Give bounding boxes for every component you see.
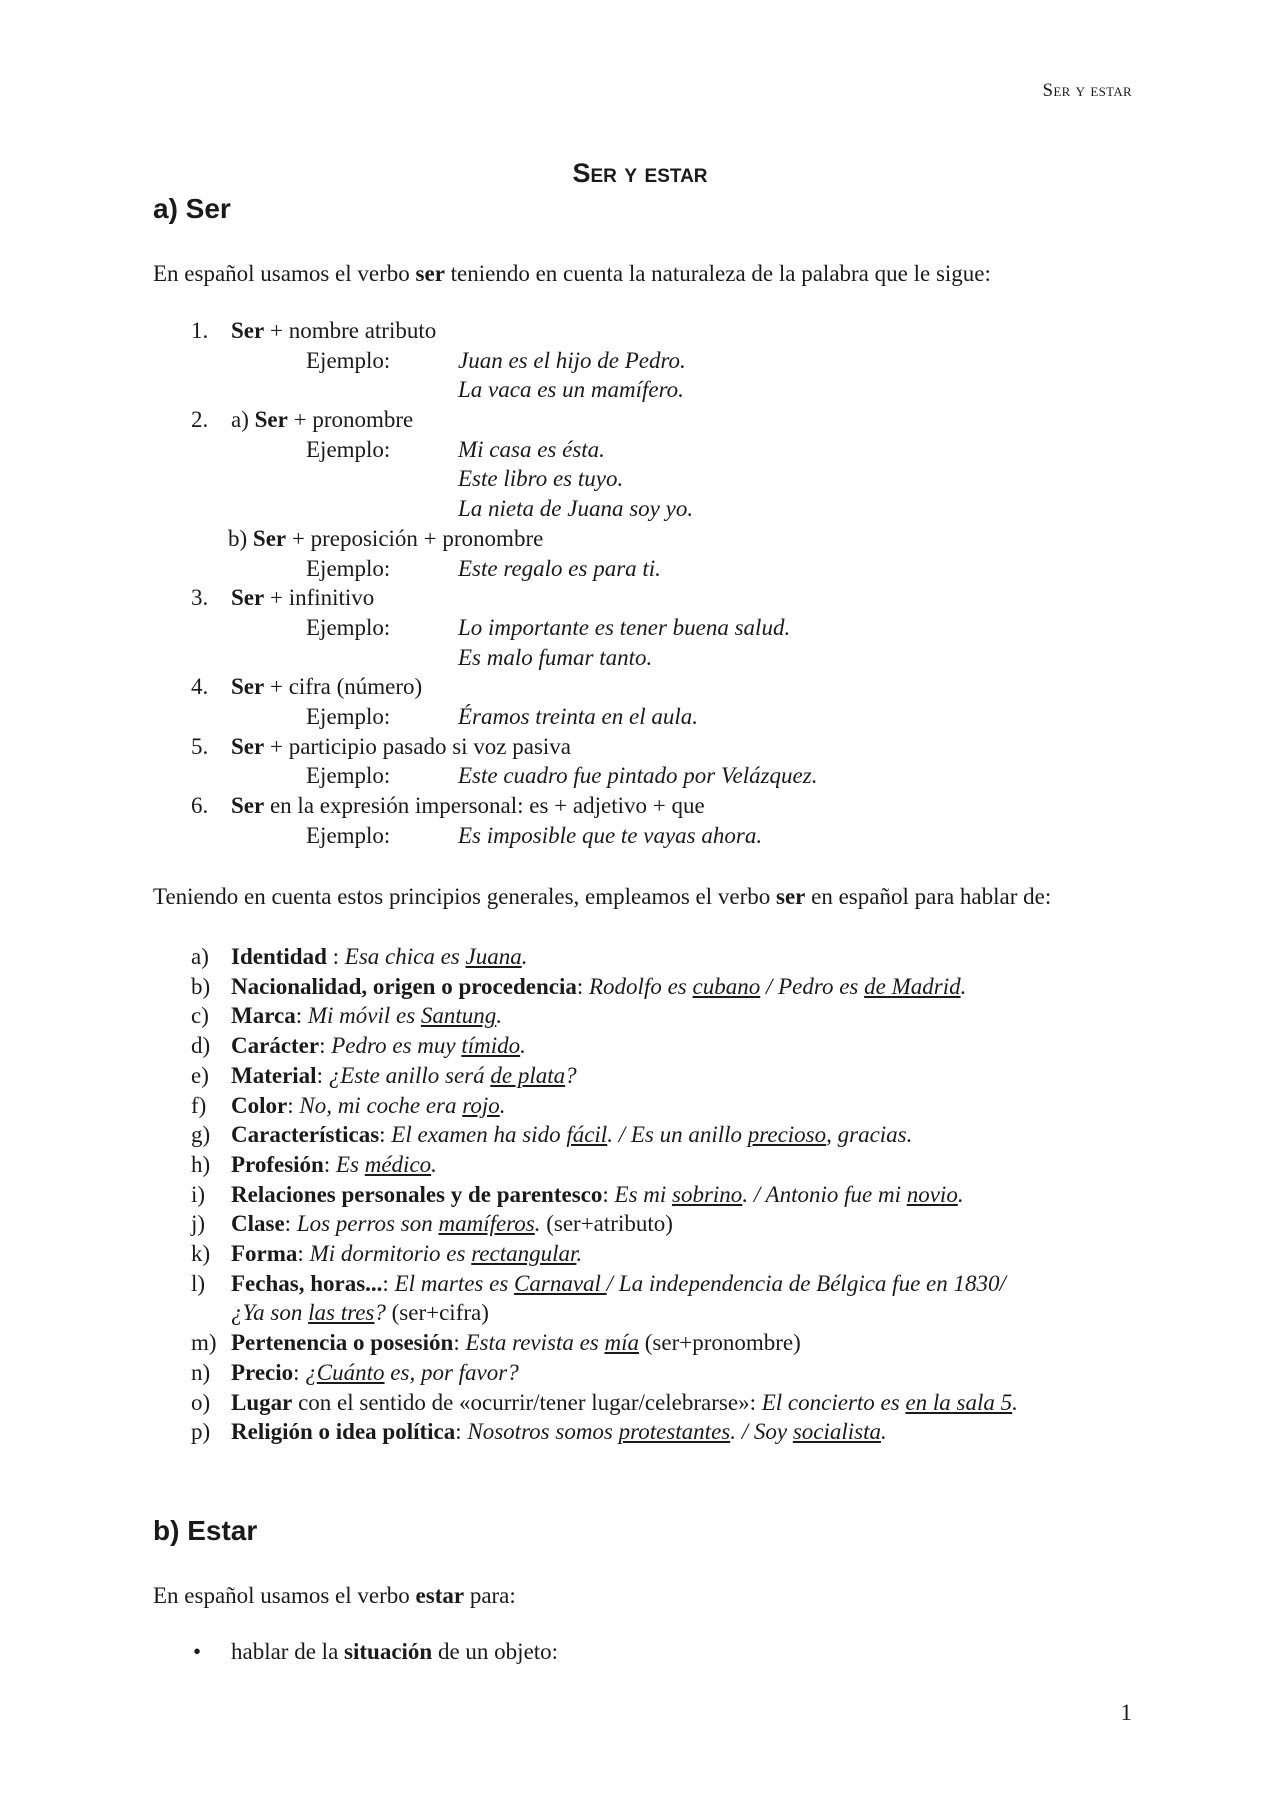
ser-rules-list — [153, 316, 1153, 850]
rule-example: Ejemplo: Es imposible que te vayas ahora. — [306, 822, 763, 848]
rule-example: Es malo fumar tanto. — [458, 644, 653, 670]
list-item: k) Forma: Mi dormitorio es rectangular. — [191, 1241, 583, 1267]
rule-example: Ejemplo: Juan es el hijo de Pedro. — [306, 347, 686, 373]
rule-item: 3. Ser + infinitivo — [191, 585, 375, 611]
section-heading-ser: a) Ser — [153, 193, 231, 224]
rule-item: 5. Ser + participio pasado si voz pasiva — [191, 733, 572, 759]
bullet-icon: • — [193, 1639, 202, 1664]
list-item: h) Profesión: Es médico. — [191, 1151, 437, 1177]
list-item: e) Material: ¿Este anillo será de plata? — [191, 1062, 577, 1088]
list-item: p) Religión o idea política: Nosotros somos protestantes. / Soy socialista. — [191, 1419, 887, 1445]
ser-intro: En español usamos el verbo ser teniendo en cuenta la naturaleza de la palabra que le sigue: — [153, 261, 991, 286]
list-item: f) Color: No, mi coche era rojo. — [191, 1092, 506, 1118]
list-item: c) Marca: Mi móvil es Santung. — [191, 1003, 503, 1029]
page-title: Ser y estar — [572, 158, 708, 188]
list-item: j) Clase: Los perros son mamíferos. (ser+atributo) — [191, 1211, 673, 1237]
rule-item: 4. Ser + cifra (número) — [191, 674, 423, 700]
list-item: o) Lugar con el sentido de «ocurrir/tener lugar/celebrarse»: El concierto es en la sala 5. — [191, 1389, 1018, 1415]
rule-item: 2. a) Ser + pronombre — [191, 407, 414, 433]
rule-example: Ejemplo: Mi casa es ésta. — [306, 436, 605, 462]
rule-item: b) Ser + preposición + pronombre — [228, 525, 544, 551]
list-item: n) Precio: ¿Cuánto es, por favor? — [191, 1359, 519, 1385]
rule-example: Ejemplo: Este regalo es para ti. — [306, 555, 661, 581]
rule-example: La nieta de Juana soy yo. — [458, 496, 694, 522]
rule-example: Ejemplo: Lo importante es tener buena salud. — [306, 614, 791, 640]
list-item: i) Relaciones personales y de parentesco: Es mi sobrino. / Antonio fue mi novio. — [191, 1181, 964, 1207]
rule-item: 6. Ser en la expresión impersonal: es + adjetivo + que — [191, 793, 705, 818]
rule-example: Ejemplo: Este cuadro fue pintado por Velázquez. — [306, 763, 818, 789]
list-item: l) Fechas, horas...: El martes es Carnaval / La independencia de Bélgica fue en 1830/ ¿Ya son las tres? (ser+cifra) — [191, 1270, 1006, 1326]
ser-summary: Teniendo en cuenta estos principios generales, empleamos el verbo ser en español para hablar de: — [153, 884, 1052, 909]
document-page: Ser y estar Ser y estar a) Ser En español usamos el verbo ser teniendo en cuenta la naturaleza de la palabra que le sigue: 1. Ser + nombre atributo Ejemplo: Juan es el hijo de Pedro. La vaca es un mamífero. 2. a) Ser + pronombre Ejemplo: Mi casa es ésta. Este libro es tuyo. La nieta de Juana soy yo. b) Ser + preposición + pronombre Ejemplo: Este regalo es para ti. 3. Ser + infinitivo Ejemplo: Lo importante es tener buena salud. Es malo fumar tanto. 4. Ser + cifra (número) Ejemplo: Éramos treinta en el aula. 5. Ser + participio pasado si voz pasiva Ejemplo: Este cuadro fue pintado por Velázquez. 6. Ser en la expresión impersonal: es + adjetivo + que Ejemplo: Es imposible que te vayas ahora. Teniendo en cuenta estos principios generales, empleamos el verbo ser en español para hablar de: a) Identidad : Esa chica es Juana. b) Nacionalidad, origen o procedencia: Rodolfo es cubano / Pedro es de Madrid. c) Marca: Mi móvil es Santung. d) Carácter: Pedro es muy tímido. e) Material: ¿Este anillo será de plata? f) Color: No, mi coche era rojo. g) Características: El examen ha sido fácil. / Es un anillo precioso, gracias. h) Profesión: Es médico. i) Relaciones personales y de parentesco: Es mi sobrino. / Antonio fue mi novio. j) Clase: Los perros son mamíferos. (ser+atributo) k) Forma: Mi dormitorio es rectangular. l) Fechas, horas...: El martes es Carnaval / La independencia de Bélgica fue en 1830/ ¿Ya son las tres? (ser+cifra) m) Pertenencia o posesión: Esta revista es mía (ser+pronombre) n) Precio: ¿Cuánto es, por favor? o) Lugar con el sentido de «ocurrir/tener lugar/celebrarse»: El concierto es en la sala 5. p) Religión o idea política: Nosotros somos protestantes. / Soy socialista. b) Estar En español usamos el verbo estar para: • hablar de la situación de un objeto: 1 — [0, 0, 1280, 1811]
rule-example: La vaca es un mamífero. — [458, 377, 684, 403]
rule-item: 1. Ser + nombre atributo — [191, 318, 437, 343]
ser-uses-list — [153, 942, 1153, 1447]
rule-example: Este libro es tuyo. — [458, 466, 624, 492]
rule-example: Ejemplo: Éramos treinta en el aula. — [306, 703, 698, 729]
running-header: Ser y estar — [1042, 80, 1132, 101]
list-item: a) Identidad : Esa chica es Juana. — [191, 944, 528, 969]
list-item: m) Pertenencia o posesión: Esta revista es mía (ser+pronombre) — [191, 1330, 801, 1356]
section-heading-estar: b) Estar — [153, 1515, 258, 1546]
estar-intro: En español usamos el verbo estar para: — [153, 1583, 516, 1608]
list-item: b) Nacionalidad, origen o procedencia: Rodolfo es cubano / Pedro es de Madrid. — [191, 973, 967, 999]
list-item: d) Carácter: Pedro es muy tímido. — [191, 1033, 526, 1059]
list-item: g) Características: El examen ha sido fácil. / Es un anillo precioso, gracias. — [191, 1122, 913, 1148]
page-number: 1 — [1120, 1700, 1132, 1725]
